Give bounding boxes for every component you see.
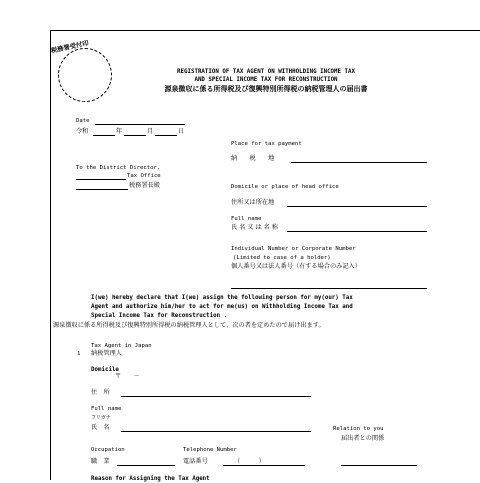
- form-page: [50, 30, 480, 480]
- agent-domicile-label: Domicile: [91, 367, 119, 373]
- date-month-field[interactable]: [124, 135, 146, 136]
- addressee-line3-jp: 税務署長殿: [129, 182, 160, 189]
- domicile-label: Domicile or place of head office: [231, 184, 339, 190]
- declaration-jp: 源泉徴収に係る所得税及び復興特別所得税の納税管理人として、次の者を定めたので届け出ます。: [53, 322, 325, 329]
- agent-reason-label: Reason for Assigning the Tax Agent: [91, 476, 210, 482]
- receipt-stamp-label: 税務署受付印: [50, 39, 90, 55]
- declaration-en-line3: Special Income Tax for Reconstruction .: [91, 313, 228, 319]
- agent-number: 1: [77, 351, 81, 357]
- agent-domicile-jp: 住 所: [91, 389, 110, 396]
- agent-heading: Tax Agent in Japan: [91, 343, 152, 349]
- fullname-label: Full name: [231, 216, 262, 222]
- title-jp: 源泉徴収に係る所得税及び復興特別所得税の納税管理人の届出書: [164, 84, 368, 93]
- addressee-line1: To the District Director,: [76, 165, 161, 171]
- idnumber-label: Individual Number or Corporate Number: [231, 246, 356, 252]
- agent-domicile-field[interactable]: [121, 396, 311, 397]
- domicile-jp: 住所又は所在地: [231, 199, 275, 206]
- tax-office-field-jp[interactable]: [76, 189, 128, 190]
- date-day-field[interactable]: [155, 135, 177, 136]
- agent-relation-jp: 届出者との関係: [341, 435, 385, 442]
- declaration-en-line1: I(we) hereby declare that I(we) assign the following person for my(our) Tax: [91, 295, 353, 301]
- agent-occupation-jp: 職 業: [91, 458, 110, 465]
- agent-fullname-label: Full name: [91, 406, 122, 412]
- place-label: Place for tax payment: [231, 141, 302, 147]
- date-day: 日: [178, 128, 185, 135]
- declaration-en-line2: Agent and authorize him/her to act for me(us) on Withholding Income Tax and: [91, 304, 353, 310]
- agent-phone-parens: （ ）: [234, 458, 265, 465]
- idnumber-field[interactable]: [231, 288, 427, 289]
- agent-relation-label: Relation to you: [333, 426, 384, 432]
- agent-telephone-jp: 電話番号: [183, 458, 208, 465]
- agent-fullname-field[interactable]: [121, 431, 311, 432]
- addressee-line2: Tax Office: [127, 173, 161, 179]
- date-line[interactable]: [95, 124, 185, 125]
- date-label: Date: [76, 118, 90, 124]
- place-jp: 納 税 地: [231, 155, 275, 162]
- agent-heading-jp: 納税管理人: [91, 350, 122, 357]
- domicile-field[interactable]: [287, 206, 427, 207]
- agent-furigana: フリガナ: [91, 415, 111, 421]
- agent-occupation-label: Occupation: [91, 447, 125, 453]
- date-era: 令和: [76, 128, 89, 135]
- date-year-field[interactable]: [93, 135, 115, 136]
- date-month: 月: [147, 128, 154, 135]
- agent-relation-field[interactable]: [341, 465, 417, 466]
- fullname-field[interactable]: [287, 231, 427, 232]
- title-en-line2: AND SPECIAL INCOME TAX FOR RECONSTRUCTION: [194, 77, 338, 83]
- title-en-line1: REGISTRATION OF TAX AGENT ON WITHHOLDING INCOME TAX: [177, 69, 355, 75]
- idnumber-sub: (Limited to case of a holder): [233, 255, 331, 261]
- agent-fullname-jp: 氏 名: [91, 424, 110, 431]
- agent-postal-mark: 〒 －: [115, 373, 140, 380]
- agent-occupation-field[interactable]: [117, 465, 175, 466]
- place-field[interactable]: [291, 162, 427, 163]
- idnumber-jp: 個人番号又は法人番号（有する場合のみ記入）: [231, 263, 361, 270]
- date-year: 年: [116, 128, 123, 135]
- fullname-jp: 氏 名 又 は 名 称: [231, 224, 278, 231]
- tax-office-field[interactable]: [76, 179, 126, 180]
- agent-telephone-label: Telephone Number: [183, 447, 237, 453]
